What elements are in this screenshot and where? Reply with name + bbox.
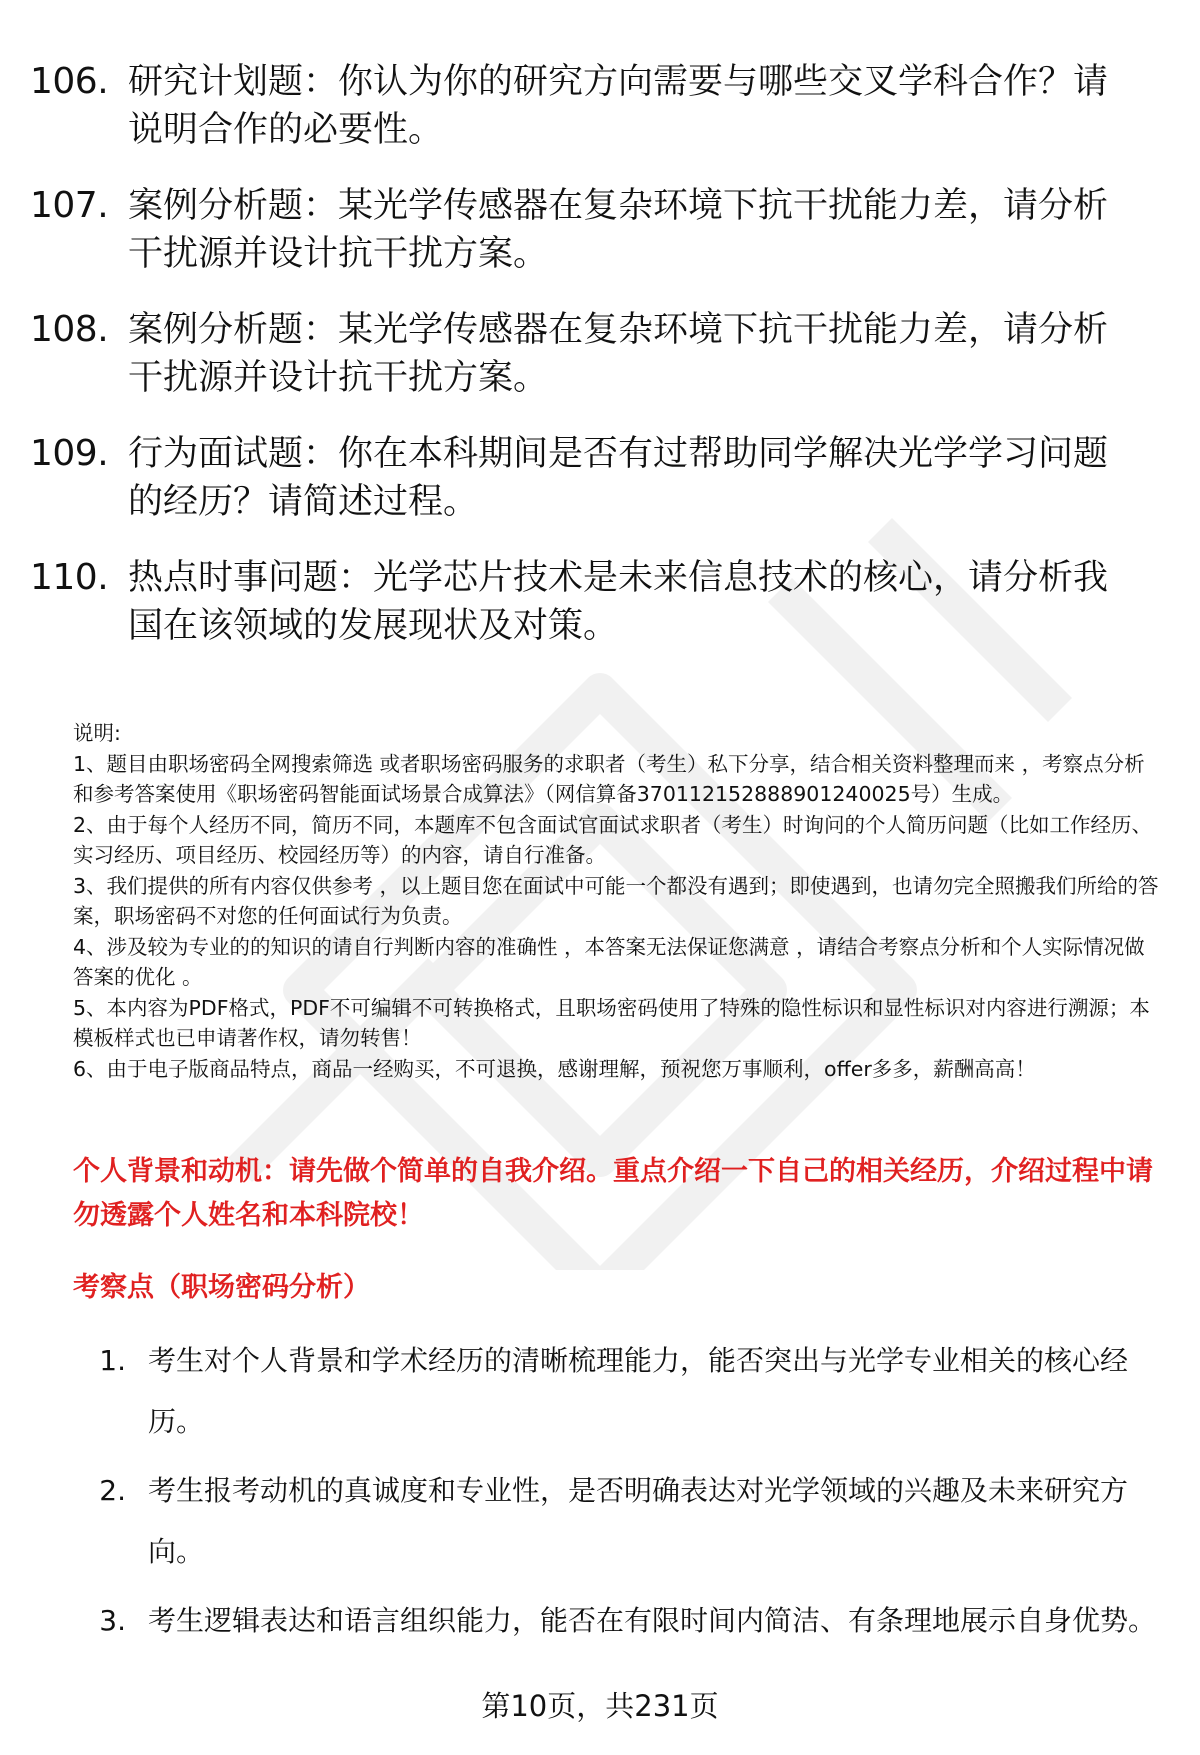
notes-heading: 说明: xyxy=(73,721,121,745)
question-item xyxy=(30,182,1170,278)
note-item: 5、本内容为PDF格式，PDF不可编辑不可转换格式，且职场密码使用了特殊的隐性标识和显性标识对内容进行溯源；本模板样式也已申请著作权，请勿转售！ xyxy=(73,995,1150,1050)
question-number: 109. xyxy=(30,433,109,474)
question-item xyxy=(30,306,1170,402)
question-number: 107. xyxy=(30,185,109,226)
question-item xyxy=(30,554,1170,650)
page-footer: 第10页，共231页 xyxy=(481,1689,719,1723)
point-number: 2. xyxy=(99,1474,126,1507)
note-item: 6、由于电子版商品特点，商品一经购买，不可退换，感谢理解，预祝您万事顺利，offer多多，薪酬高高！ xyxy=(73,1056,1036,1081)
note-item: 3、我们提供的所有内容仅供参考 ，以上题目您在面试中可能一个都没有遇到；即使遇到，也请勿完全照搬我们所给的答案，职场密码不对您的任何面试行为负责。 xyxy=(73,873,1159,928)
points-heading: 考察点（职场密码分析） xyxy=(73,1272,370,1303)
point-item xyxy=(80,1330,1165,1452)
question-list xyxy=(30,58,1170,678)
points-list xyxy=(80,1330,1165,1659)
point-item xyxy=(80,1590,1165,1651)
question-item xyxy=(30,58,1170,154)
question-text: 行为面试题：你在本科期间是否有过帮助同学解决光学学习问题的经历？请简述过程。 xyxy=(128,434,1109,522)
question-text: 案例分析题：某光学传感器在复杂环境下抗干扰能力差，请分析干扰源并设计抗干扰方案。 xyxy=(128,186,1109,274)
question-text: 案例分析题：某光学传感器在复杂环境下抗干扰能力差，请分析干扰源并设计抗干扰方案。 xyxy=(128,310,1109,398)
point-text: 考生逻辑表达和语言组织能力，能否在有限时间内简洁、有条理地展示自身优势。 xyxy=(148,1604,1157,1637)
point-item xyxy=(80,1460,1165,1582)
question-number: 108. xyxy=(30,309,109,350)
note-item: 1、题目由职场密码全网搜索筛选 或者职场密码服务的求职者（考生）私下分享，结合相关资料整理而来 ，考察点分析和参考答案使用《职场密码智能面试场景合成算法》（网信算备370112152888901240025号）生成。 xyxy=(73,751,1145,806)
note-item: 2、由于每个人经历不同，简历不同，本题库不包含面试官面试求职者（考生）时询问的个人简历问题（比如工作经历、实习经历、项目经历、校园经历等）的内容，请自行准备。 xyxy=(73,812,1153,867)
notes-section xyxy=(73,718,1163,1084)
question-text: 热点时事问题：光学芯片技术是未来信息技术的核心，请分析我国在该领域的发展现状及对策。 xyxy=(128,558,1109,646)
point-text: 考生报考动机的真诚度和专业性，是否明确表达对光学领域的兴趣及未来研究方向。 xyxy=(148,1474,1129,1568)
section-heading: 个人背景和动机：请先做个简单的自我介绍。重点介绍一下自己的相关经历，介绍过程中请勿透露个人姓名和本科院校！ xyxy=(73,1156,1153,1231)
question-number: 106. xyxy=(30,61,109,102)
question-number: 110. xyxy=(30,557,109,598)
question-text: 研究计划题：你认为你的研究方向需要与哪些交叉学科合作？请说明合作的必要性。 xyxy=(128,62,1109,150)
point-text: 考生对个人背景和学术经历的清晰梳理能力，能否突出与光学专业相关的核心经历。 xyxy=(148,1344,1129,1438)
point-number: 3. xyxy=(99,1604,126,1637)
point-number: 1. xyxy=(99,1344,126,1377)
note-item: 4、涉及较为专业的的知识的请自行判断内容的准确性 ，本答案无法保证您满意 ，请结合考察点分析和个人实际情况做答案的优化 。 xyxy=(73,934,1145,989)
question-item xyxy=(30,430,1170,526)
